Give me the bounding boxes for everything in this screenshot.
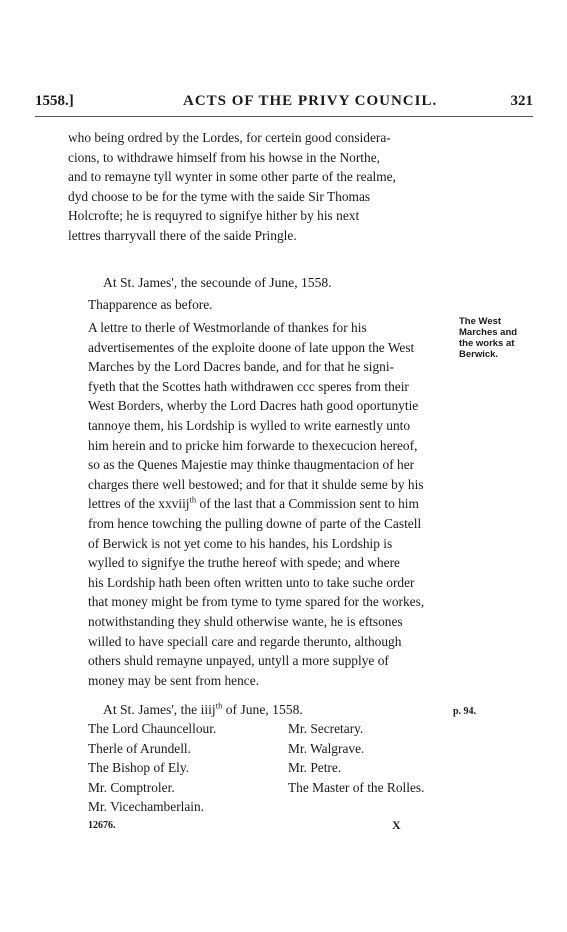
text-line: West Borders, wherby the Lord Dacres hath good oportunytie	[88, 398, 419, 414]
text-line: fyeth that the Scottes hath withdrawen ccc speres from their	[88, 378, 409, 394]
margin-note-line: Berwick.	[459, 349, 499, 360]
attendee: The Master of the Rolles.	[288, 779, 425, 795]
appearance-line: Thapparence as before.	[88, 297, 213, 312]
text-line: Holcrofte; he is requyred to signifye hither by his next	[68, 208, 360, 224]
text-line: dyd choose to be for the tyme with the saide Sir Thomas	[68, 188, 371, 204]
text-line: charges there well bestowed; and for that it shulde seme by his	[88, 476, 424, 492]
text-line: notwithstanding they shuld otherwise wante, he is eftsones	[88, 613, 403, 629]
text-line: his Lordship hath been often written unto to take suche order	[88, 574, 415, 590]
text-line: of Berwick is not yet come to his handes, his Lordship is	[88, 535, 393, 551]
paragraph-continued	[68, 128, 453, 246]
text-line: willed to have speciall care and regarde therunto, although	[88, 633, 402, 649]
page-number: 321	[510, 93, 533, 109]
attendee: The Bishop of Ely.	[88, 760, 190, 775]
meeting-heading-2: At St. James', the iiij$^{th}$ of June, 1558.	[103, 700, 303, 717]
text-line: tannoye them, his Lordship is wylled to write earnestly unto	[88, 417, 411, 433]
text-line: so as the Quenes Majestie may thinke thaugmentacion of her	[88, 457, 415, 473]
header-title: ACTS OF THE PRIVY COUNCIL.	[183, 93, 438, 109]
attendees-left	[88, 719, 216, 817]
signature-mark: 12676.	[88, 820, 116, 831]
text-line: who being ordred by the Lordes, for certein good considera-	[68, 130, 391, 145]
text-line: advertisementes of the exploite doone of late uppon the West	[88, 339, 415, 355]
page-reference: p. 94.	[453, 706, 477, 717]
attendees-right	[288, 719, 424, 797]
attendee: Mr. Petre.	[288, 760, 342, 775]
attendee: The Lord Chauncellour.	[88, 721, 217, 736]
letter-paragraph	[68, 318, 453, 690]
text-line: lettres tharryvall there of the saide Pringle.	[68, 227, 297, 243]
header-rule	[35, 116, 533, 117]
margin-note-line: The West	[459, 316, 502, 327]
text-line: lettres of the xxviij$^{th}$ of the last that a Commission sent to him	[88, 494, 419, 512]
text-line: Marches by the Lord Dacres bande, and for that he signi-	[88, 359, 395, 375]
text-line: and to remayne tyll wynter in some other parte of the realme,	[68, 169, 396, 185]
attendee: Mr. Secretary.	[288, 721, 364, 736]
running-header	[35, 93, 533, 115]
margin-note-line: the works at	[459, 338, 515, 349]
sheet-mark: X	[392, 818, 401, 832]
header-year: 1558.]	[35, 93, 74, 109]
meeting-heading: At St. James', the secounde of June, 1558.	[103, 275, 332, 290]
attendee: Mr. Comptroler.	[88, 779, 175, 795]
text-line: wylled to signifye the truthe hereof with spede; and where	[88, 555, 400, 571]
text-line: that money might be from tyme to tyme spared for the workes,	[88, 594, 425, 610]
margin-note-line: Marches and	[459, 327, 518, 338]
text-line: him herein and to pricke him forwarde to thexecucion hereof,	[88, 437, 418, 453]
text-line: from hence towching the pulling downe of parte of the Castell	[88, 515, 422, 531]
attendee: Therle of Arundell.	[88, 740, 191, 756]
text-line: others shuld remayne unpayed, untyll a more supplye of	[88, 653, 389, 669]
attendee: Mr. Vicechamberlain.	[88, 799, 205, 814]
text-line: A lettre to therle of Westmorlande of thankes for his	[88, 320, 367, 335]
attendee: Mr. Walgrave.	[288, 740, 365, 756]
text-line: cions, to withdrawe himself from his howse in the Northe,	[68, 149, 381, 165]
text-line: money may be sent from hence.	[88, 672, 260, 688]
margin-note	[459, 316, 539, 360]
